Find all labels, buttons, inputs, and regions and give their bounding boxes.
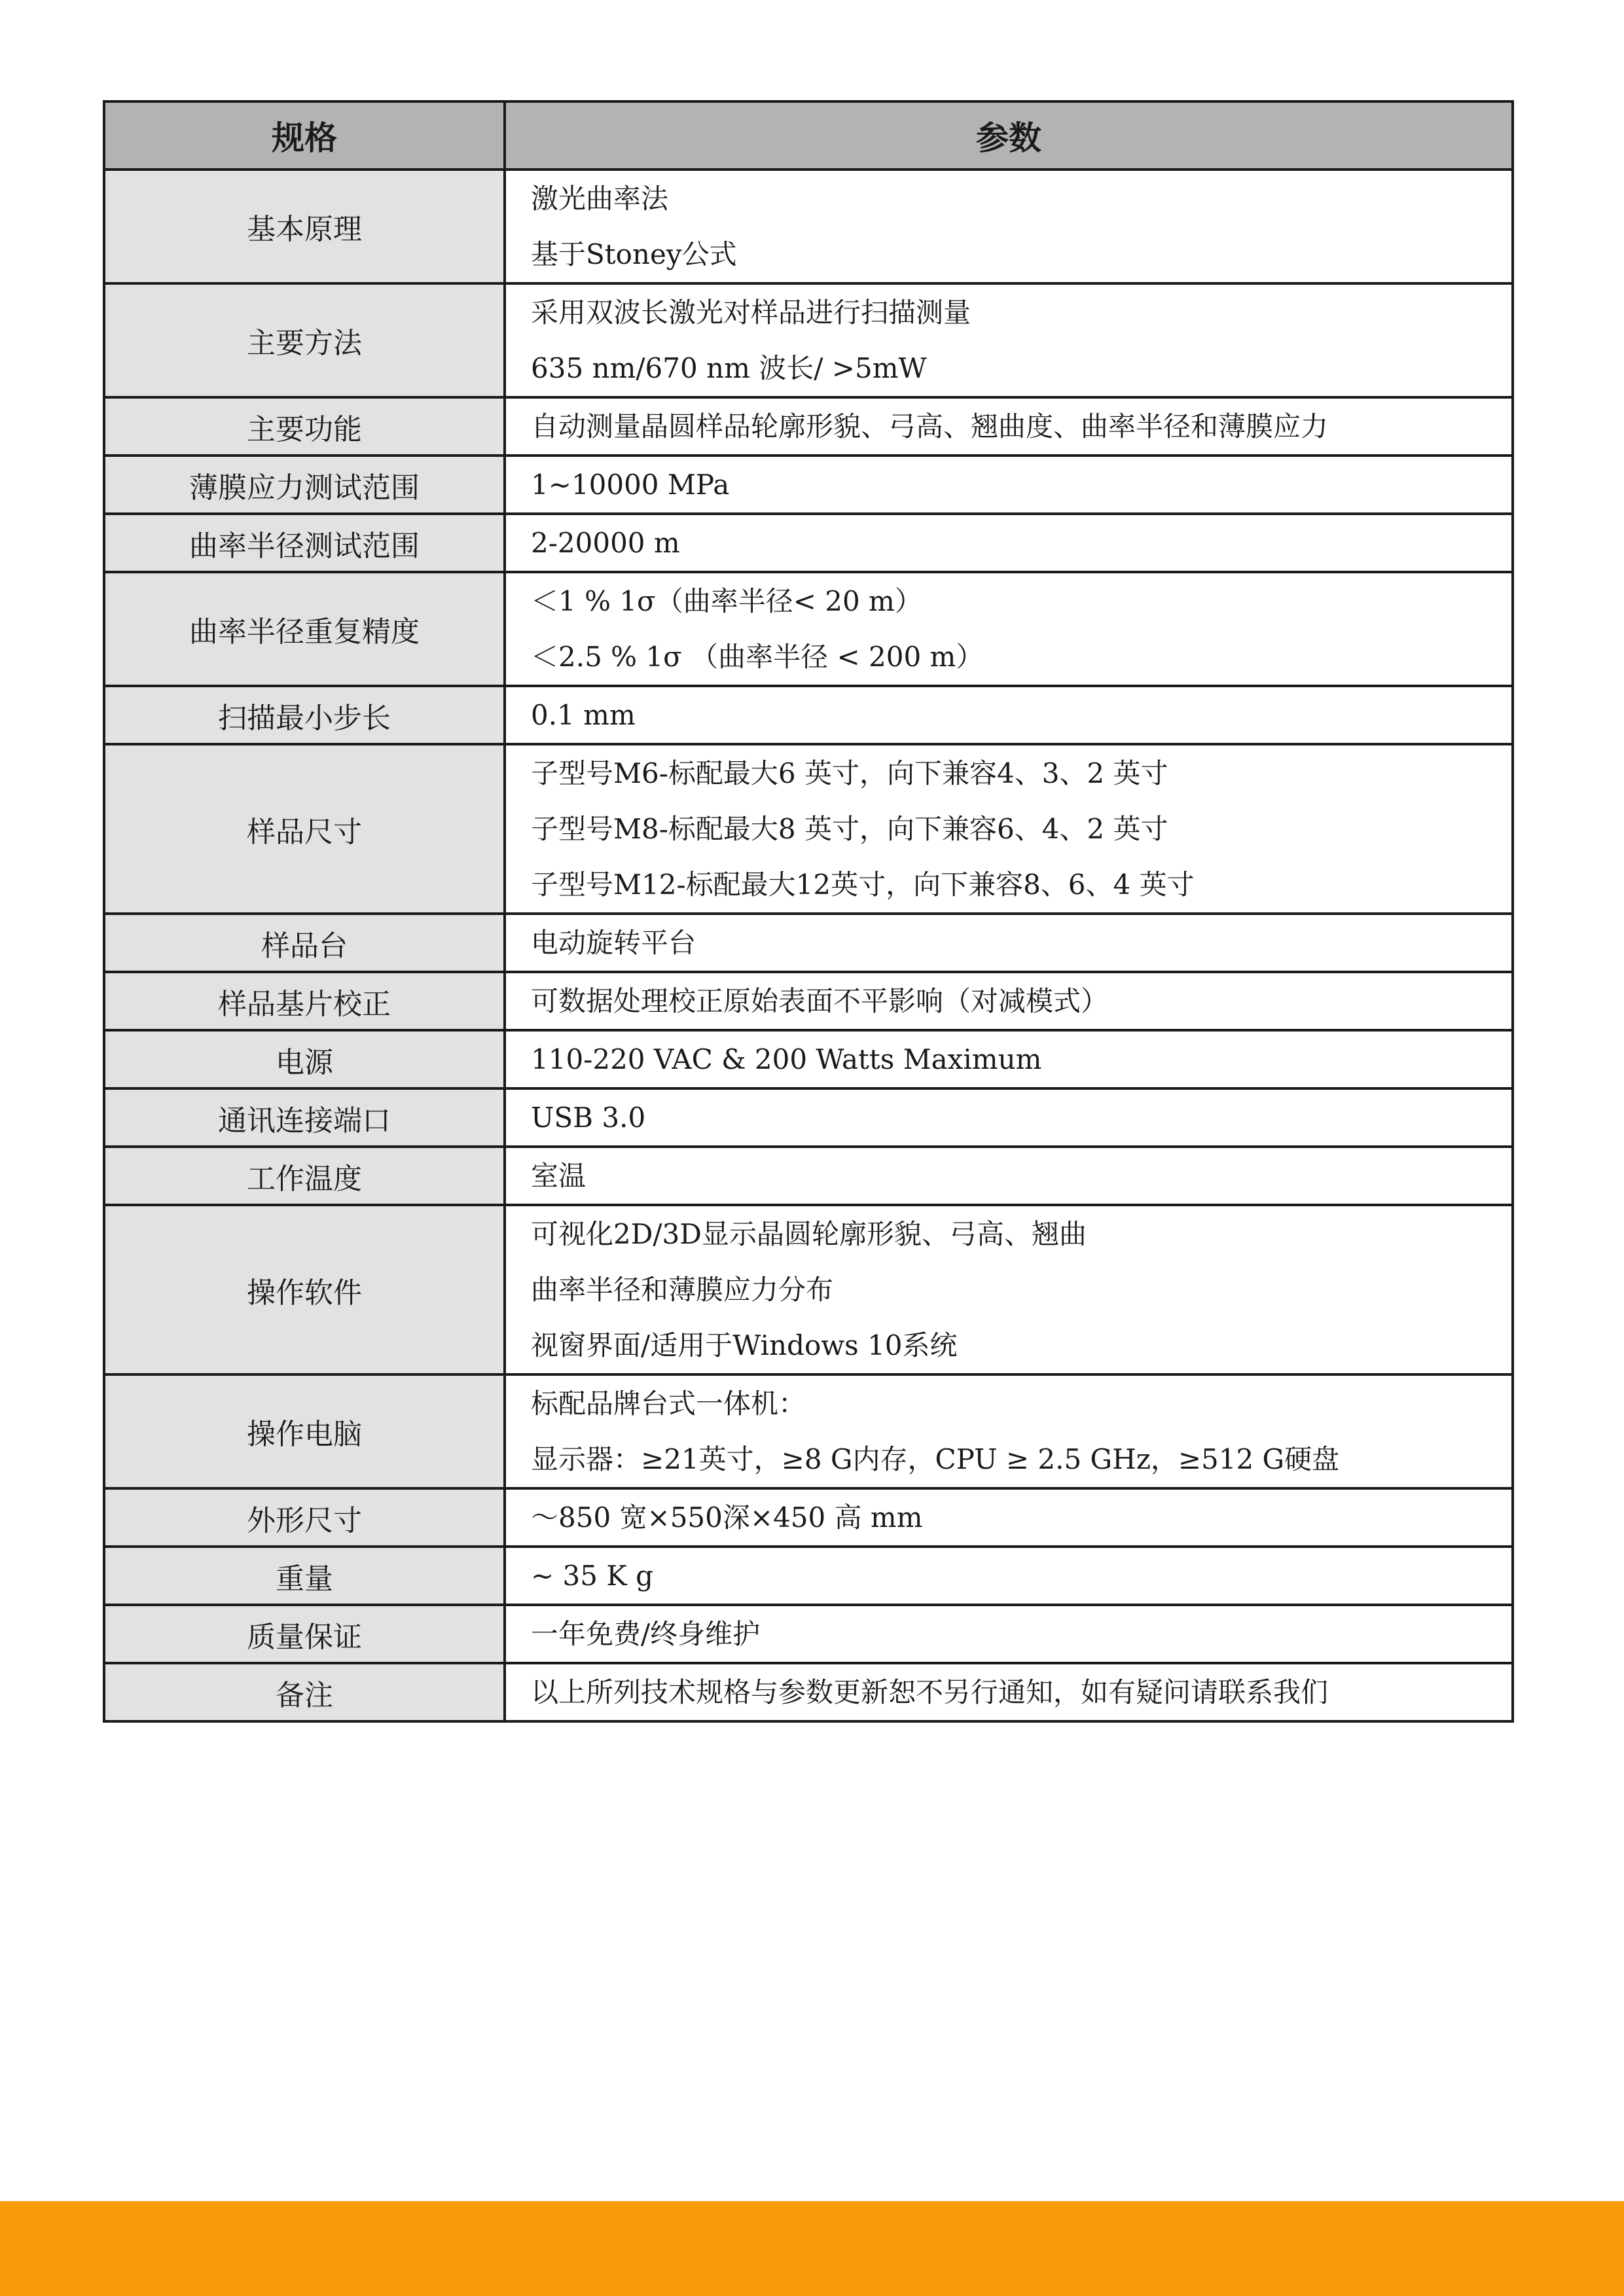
spec-value-line: 子型号M6-标配最大6 英寸，向下兼容4、3、2 英寸 [531, 757, 1168, 789]
table-row [104, 686, 1513, 744]
spec-value [505, 1374, 1513, 1488]
table-row [104, 1663, 1513, 1721]
table-row [104, 1374, 1513, 1488]
spec-value [505, 686, 1513, 744]
table-header-row [104, 101, 1513, 170]
spec-value-line: 一年免费/终身维护 [531, 1618, 761, 1650]
spec-value [505, 972, 1513, 1030]
table-row [104, 1605, 1513, 1663]
table-row [104, 1488, 1513, 1547]
spec-label: 扫描最小步长 [104, 686, 505, 744]
table-row [104, 283, 1513, 397]
table-row [104, 514, 1513, 572]
spec-value-line: 显示器：≥21英寸，≥8 G内存，CPU ≥ 2.5 GHz，≥512 G硬盘 [531, 1443, 1340, 1475]
spec-label: 备注 [104, 1663, 505, 1721]
spec-label: 主要方法 [104, 283, 505, 397]
table-row [104, 1147, 1513, 1205]
spec-value [505, 283, 1513, 397]
spec-value-line: 1~10000 MPa [531, 469, 730, 501]
table-row [104, 1205, 1513, 1374]
table-row [104, 1030, 1513, 1088]
spec-value-line: ~ 35 K g [531, 1560, 653, 1592]
spec-value [505, 1488, 1513, 1547]
spec-value-line: 室温 [531, 1160, 586, 1192]
spec-value-line: 2-20000 m [531, 527, 680, 559]
spec-value-line: 电动旋转平台 [531, 927, 696, 959]
spec-value-line: 可视化2D/3D显示晶圆轮廓形貌、弓高、翘曲 [531, 1218, 1087, 1250]
spec-value [505, 397, 1513, 456]
table-row [104, 170, 1513, 283]
spec-value-line: 0.1 mm [531, 699, 636, 731]
spec-label: 外形尺寸 [104, 1488, 505, 1547]
spec-value-line: 子型号M8-标配最大8 英寸，向下兼容6、4、2 英寸 [531, 813, 1168, 845]
table-row [104, 397, 1513, 456]
spec-value-line: 635 nm/670 nm 波长/ >5mW [531, 352, 927, 384]
spec-label: 曲率半径重复精度 [104, 572, 505, 686]
spec-value-line: 子型号M12-标配最大12英寸，向下兼容8、6、4 英寸 [531, 869, 1195, 901]
spec-label: 质量保证 [104, 1605, 505, 1663]
spec-value [505, 914, 1513, 972]
spec-value [505, 1088, 1513, 1147]
table-row [104, 744, 1513, 914]
spec-value-line: 标配品牌台式一体机： [531, 1388, 806, 1420]
spec-label: 样品尺寸 [104, 744, 505, 914]
spec-value-line: ～850 宽×550深×450 高 mm [531, 1501, 923, 1534]
table-row [104, 456, 1513, 514]
spec-value [505, 1605, 1513, 1663]
spec-value-line: 110-220 VAC & 200 Watts Maximum [531, 1043, 1042, 1075]
spec-value-line: ＜1 % 1σ（曲率半径< 20 m） [531, 585, 922, 617]
spec-value [505, 744, 1513, 914]
table-row [104, 914, 1513, 972]
spec-table [103, 100, 1514, 1723]
spec-value-line: 视窗界面/适用于Windows 10系统 [531, 1329, 958, 1361]
header-spec: 规格 [104, 101, 505, 170]
spec-value-line: 激光曲率法 [531, 183, 669, 215]
spec-label: 样品台 [104, 914, 505, 972]
spec-label: 通讯连接端口 [104, 1088, 505, 1147]
spec-value [505, 572, 1513, 686]
footer-bar [0, 2201, 1624, 2296]
spec-value [505, 1547, 1513, 1605]
spec-value-line: ＜2.5 % 1σ （曲率半径 < 200 m） [531, 641, 984, 673]
spec-label: 重量 [104, 1547, 505, 1605]
spec-label: 操作电脑 [104, 1374, 505, 1488]
table-row [104, 572, 1513, 686]
spec-value [505, 170, 1513, 283]
spec-label: 薄膜应力测试范围 [104, 456, 505, 514]
table-row [104, 972, 1513, 1030]
spec-label: 工作温度 [104, 1147, 505, 1205]
spec-label: 基本原理 [104, 170, 505, 283]
spec-value [505, 456, 1513, 514]
spec-value [505, 1030, 1513, 1088]
spec-label: 曲率半径测试范围 [104, 514, 505, 572]
table-body [104, 170, 1513, 1721]
spec-value [505, 514, 1513, 572]
spec-label: 主要功能 [104, 397, 505, 456]
spec-value-line: 基于Stoney公式 [531, 238, 737, 270]
spec-value-line: 采用双波长激光对样品进行扫描测量 [531, 296, 971, 329]
header-params: 参数 [505, 101, 1513, 170]
table-row [104, 1088, 1513, 1147]
spec-label: 电源 [104, 1030, 505, 1088]
spec-value-line: 曲率半径和薄膜应力分布 [531, 1274, 834, 1306]
table-row [104, 1547, 1513, 1605]
spec-label: 操作软件 [104, 1205, 505, 1374]
spec-value-line: 可数据处理校正原始表面不平影响（对减模式） [531, 985, 1109, 1017]
spec-value [505, 1147, 1513, 1205]
spec-value-line: 以上所列技术规格与参数更新恕不另行通知，如有疑问请联系我们 [531, 1676, 1329, 1708]
spec-value-line: USB 3.0 [531, 1102, 646, 1134]
spec-value-line: 自动测量晶圆样品轮廓形貌、弓高、翘曲度、曲率半径和薄膜应力 [531, 410, 1329, 442]
spec-value [505, 1663, 1513, 1721]
spec-value [505, 1205, 1513, 1374]
spec-label: 样品基片校正 [104, 972, 505, 1030]
